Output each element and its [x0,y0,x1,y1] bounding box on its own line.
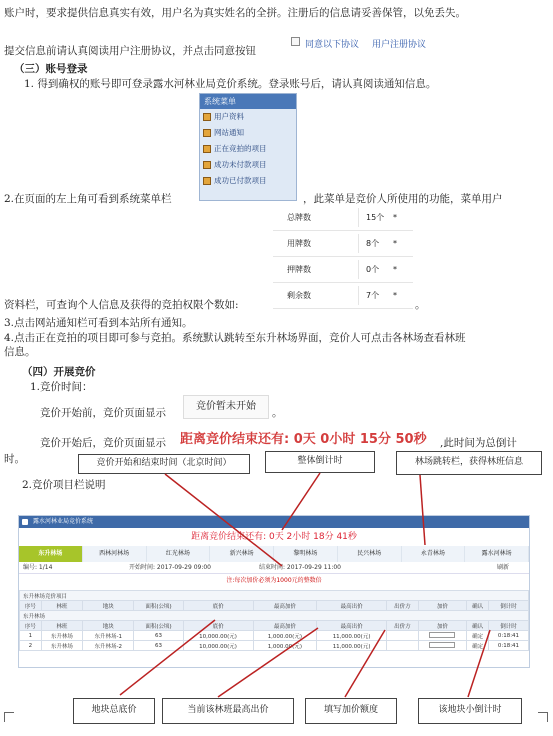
stats-label: 剩余数 [287,291,311,300]
agreement-link[interactable]: 用户注册协议 [372,40,427,50]
end-time: 结束时间: 2017-09-29 11:00 [259,564,341,571]
cell: 11,000.00(元) [317,631,387,641]
cell: 1,000.00(元) [253,631,317,641]
before-start-text: 竞价开始前，竞价页面显示 [40,407,166,419]
start-time: 开始时间: 2017-09-29 09:00 [129,564,211,571]
stats-value: 15个 [366,213,385,222]
paragraph-account-info: 账户时，要求提供信息真实有效，用户名为真实姓名的全拼。注册后的信息请妥善保管，以免丢失。 [4,7,466,19]
callout-forest-jump: 林场跳转栏，获得林班信息 [396,451,542,475]
step-4b: 信息。 [4,346,36,358]
before-start-end: 。 [272,407,283,419]
cell: 东升林场-1 [83,631,134,641]
cell: 1,000.00(元) [253,641,317,651]
table-section-title: 东升林场竞价项目 [20,591,529,601]
cell: 63 [134,631,183,641]
arrow-line [282,473,320,530]
stats-mark: * [393,239,397,248]
step-1: 1. 得到确权的账号即可登录露水河林业局竞价系统。登录账号后，请认真阅读通知信息。 [24,78,437,90]
arrow-line [165,474,282,566]
column-header: 加价 [418,621,467,631]
tab-forest[interactable]: 露水河林场 [465,546,529,562]
menu-item-label: 用户资料 [214,112,244,121]
callout-base-price: 地块总底价 [73,698,155,724]
tab-forest[interactable]: 新兴林场 [210,546,274,562]
column-header: 面积(公顷) [134,621,183,631]
bid-time-title: 1.竞价时间： [30,381,93,393]
callout-current-highest: 当前该林班最高出价 [162,698,294,724]
cell: 1 [20,631,42,641]
cell: 东升林场 [41,641,82,651]
column-header: 最高出价 [317,621,387,631]
menu-item-label: 网站通知 [214,128,244,137]
table-section-title: 东升林场 [20,611,529,621]
callout-add-amount: 填写加价额度 [305,698,397,724]
item-bar-title: 2.竞价项目栏说明 [22,479,106,491]
cell: 10,000.00(元) [183,631,253,641]
stats-mark: * [393,291,397,300]
arrow-line [468,630,490,697]
stats-mark: * [393,213,397,222]
stats-label: 用牌数 [287,239,311,248]
column-header: 林班 [41,601,82,611]
tab-forest[interactable]: 永青林场 [402,546,466,562]
column-header: 面积(公顷) [134,601,183,611]
callout-start-end-time: 竞价开始和结束时间（北京时间） [78,454,250,474]
column-header: 序号 [20,601,42,611]
stats-value: 0个 [366,265,380,274]
not-started-box: 竞价暂未开始 [183,395,269,419]
tab-forest[interactable]: 红光林场 [147,546,211,562]
cell: 2 [20,641,42,651]
column-header: 确认 [467,601,489,611]
system-menu-title: 系统菜单 [200,94,296,109]
cell: 11,000.00(元) [317,641,387,651]
step-2d: 。 [415,299,426,311]
after-start-text: 竞价开始后，竞价页面显示 [40,437,166,449]
arrow-line [420,475,425,545]
lot-countdown: 0:18:41 [488,631,528,641]
column-header: 加价 [418,601,467,611]
stats-mark: * [393,265,397,274]
stats-label: 总牌数 [287,213,311,222]
column-header: 地块 [83,601,134,611]
after-start-end: ,此时间为总倒计 [440,437,517,449]
column-header: 确认 [467,621,489,631]
column-header: 底价 [183,601,253,611]
section-title-login: （三）账号登录 [14,63,88,75]
corner-mark [538,712,548,722]
lot-countdown: 0:18:41 [488,641,528,651]
overall-countdown-display: 距离竞价结束还有: 0天 0小时 15分 50秒 [180,432,427,447]
confirm-button[interactable]: 确定 [467,631,489,641]
menu-item-label: 成功已付款项目 [214,176,267,185]
stats-label: 押牌数 [287,265,311,274]
menu-item-label: 正在竞拍的项目 [214,144,267,153]
section-title-bidding: （四）开展竞价 [22,366,96,378]
tab-forest[interactable]: 东升林场 [19,546,83,562]
refresh-button[interactable]: 刷新 [496,564,509,571]
column-header: 出价方 [387,621,419,631]
step-4a: 4.点击正在竞拍的项目即可参与竞拍。系统默认跳转至东升林场界面，竞价人可点击各林场查看林班 [4,332,466,344]
column-header: 最高加价 [253,601,317,611]
column-header: 出价方 [387,601,419,611]
lot-number: 编号: 1/14 [23,564,53,571]
window-title: 露水河林业局竞价系统 [33,518,94,525]
arrow-line [120,620,215,695]
confirm-button[interactable]: 确定 [467,641,489,651]
arrow-line [345,630,385,697]
after-start-wrap: 时。 [4,453,25,465]
increment-warning: 注:每次加价必须为1000元的整数倍 [226,577,322,584]
column-header: 地块 [83,621,134,631]
column-header: 序号 [20,621,42,631]
stats-value: 8个 [366,239,380,248]
column-header: 林班 [41,621,82,631]
column-header: 最高加价 [253,621,317,631]
step-3: 3.点击网站通知栏可看到本站所有通知。 [4,317,193,329]
tab-forest[interactable]: 西林河林场 [83,546,147,562]
stats-value: 7个 [366,291,380,300]
callout-lot-countdown: 该地块小倒计时 [418,698,522,724]
tab-forest[interactable]: 民兴林场 [338,546,402,562]
column-header: 底价 [183,621,253,631]
step-2b: ，此菜单是竞价人所使用的功能，菜单用户 [303,193,503,205]
step-2c: 资料栏，可查询个人信息及获得的竞拍权限个数如: [4,299,239,311]
column-header: 倒计时 [488,601,528,611]
cell: 东升林场 [41,631,82,641]
cell: 10,000.00(元) [183,641,253,651]
callout-overall-countdown: 整体倒计时 [265,451,375,473]
tab-forest[interactable]: 黎明林场 [274,546,338,562]
cell: 63 [134,641,183,651]
corner-mark [4,712,14,722]
paragraph-agreement: 提交信息前请认真阅读用户注册协议，并点击同意按钮 [4,45,256,57]
arrow-line [218,628,318,697]
step-2a: 2.在页面的左上角可看到系统菜单栏 [4,193,172,205]
column-header: 倒计时 [488,621,528,631]
menu-item-label: 成功未付款项目 [214,160,267,169]
column-header: 最高出价 [317,601,387,611]
cell: 东升林场-2 [83,641,134,651]
page-countdown: 距离竞价结束还有: 0天 2小时 18分 41秒 [191,532,357,542]
agree-label: 同意以下协议 [305,40,360,50]
